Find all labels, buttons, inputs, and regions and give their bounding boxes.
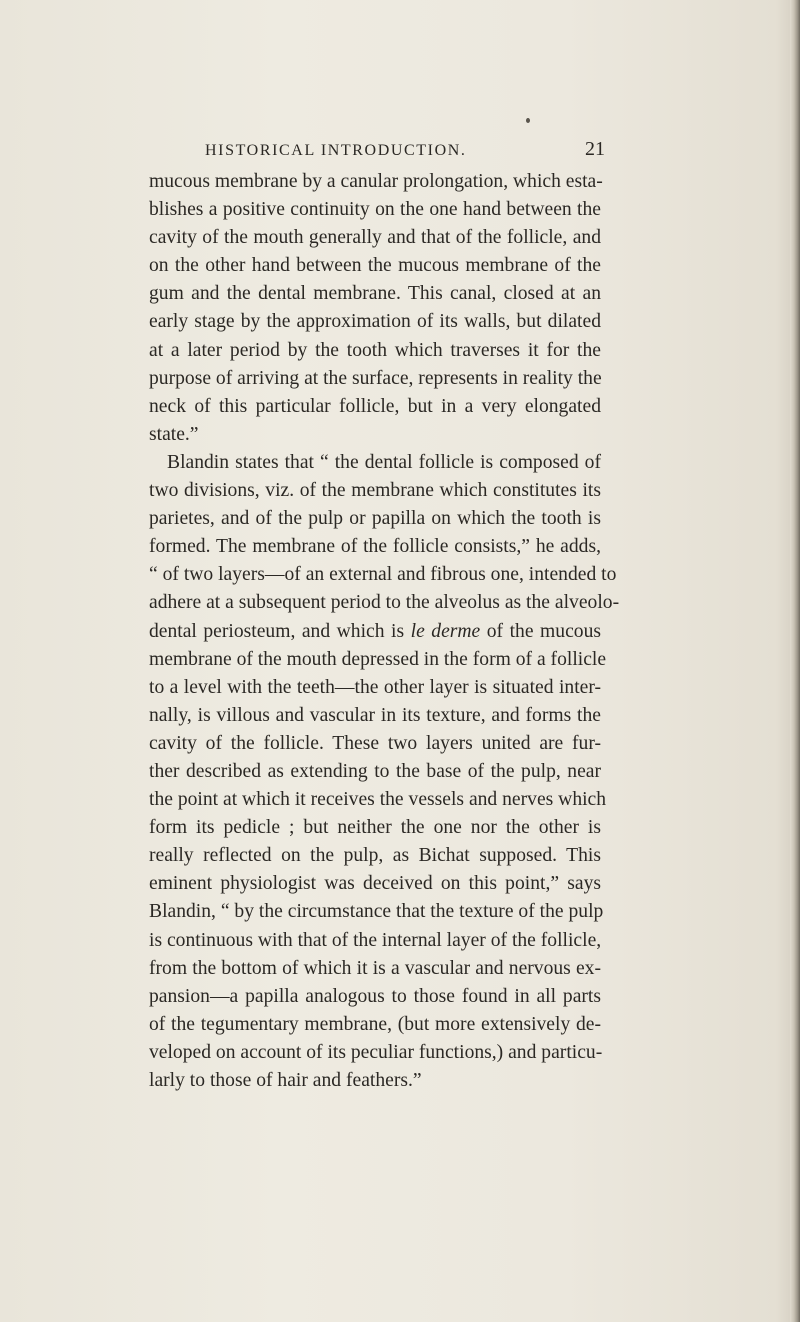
text-line xyxy=(149,730,601,758)
text-line xyxy=(149,870,601,898)
text-line xyxy=(149,224,601,252)
text-line xyxy=(149,646,607,674)
line-text: really reflected on the pulp, as Bichat supposed. This xyxy=(149,845,601,867)
line-text: on the other hand between the mucous membrane of the xyxy=(149,255,601,277)
text-line xyxy=(149,618,601,646)
text-line xyxy=(149,758,601,786)
page-header xyxy=(205,140,605,166)
text-line xyxy=(149,842,601,870)
line-text: the point at which it receives the vessels and nerves which xyxy=(149,789,607,811)
line-text: from the bottom of which it is a vascular and nervous ex- xyxy=(149,957,601,979)
ink-speck xyxy=(526,118,530,123)
line-text: neck of this particular follicle, but in a very elongated xyxy=(149,395,601,417)
text-line xyxy=(149,814,601,842)
text-line xyxy=(149,1067,601,1095)
line-text: early stage by the approximation of its walls, but dilated xyxy=(149,311,601,333)
text-line xyxy=(149,589,620,617)
running-head: HISTORICAL INTRODUCTION. xyxy=(205,142,467,159)
line-text: “ of two layers—of an external and fibrous one, intended to xyxy=(149,564,617,586)
text-line xyxy=(149,533,601,561)
line-text: Blandin states that “ the dental follicle is composed of xyxy=(167,451,601,473)
line-text: pansion—a papilla analogous to those found in all parts xyxy=(149,985,601,1007)
line-text: membrane of the mouth depressed in the form of a follicle xyxy=(149,648,607,670)
text-line xyxy=(149,477,601,505)
text-line xyxy=(149,280,601,308)
text-line xyxy=(149,196,601,224)
line-text: to a level with the teeth—the other layer is situated inter- xyxy=(149,676,601,698)
text-line xyxy=(149,365,601,393)
line-text: blishes a positive continuity on the one hand between the xyxy=(149,199,601,221)
line-text: larly to those of hair and feathers.” xyxy=(149,1070,422,1091)
page-number: 21 xyxy=(585,138,605,160)
line-text: cavity of the mouth generally and that of the follicle, and xyxy=(149,227,601,249)
text-line xyxy=(149,1039,601,1067)
text-line xyxy=(149,421,601,449)
line-text: purpose of arriving at the surface, represents in reality the xyxy=(149,367,602,389)
text-line xyxy=(149,308,601,336)
line-text: Blandin, “ by the circumstance that the texture of the pulp xyxy=(149,901,604,923)
line-text: nally, is villous and vascular in its texture, and forms the xyxy=(149,704,601,726)
line-text-continued: of the mucous xyxy=(480,620,601,642)
text-line xyxy=(149,449,601,477)
line-text: adhere at a subsequent period to the alveolus as the alveolo- xyxy=(149,592,620,614)
text-line xyxy=(149,1011,601,1039)
text-line xyxy=(149,561,617,589)
text-line xyxy=(149,702,601,730)
body-text xyxy=(149,168,620,1095)
line-text: parietes, and of the pulp or papilla on which the tooth is xyxy=(149,508,601,530)
text-line xyxy=(149,252,601,280)
text-line xyxy=(149,898,604,926)
line-text: form its pedicle ; but neither the one nor the other is xyxy=(149,817,601,839)
line-text: cavity of the follicle. These two layers united are fur- xyxy=(149,732,601,754)
line-text: gum and the dental membrane. This canal, closed at an xyxy=(149,283,601,305)
text-line xyxy=(149,786,607,814)
line-text: formed. The membrane of the follicle consists,” he adds, xyxy=(149,536,601,558)
text-line xyxy=(149,337,601,365)
line-text: mucous membrane by a canular prolongation, which esta- xyxy=(149,171,603,192)
italic-phrase: le derme xyxy=(410,620,481,642)
text-line xyxy=(149,505,601,533)
line-text: at a later period by the tooth which traverses it for the xyxy=(149,339,601,361)
line-text: of the tegumentary membrane, (but more extensively de- xyxy=(149,1013,601,1035)
line-text: is continuous with that of the internal layer of the follicle, xyxy=(149,929,602,951)
text-line xyxy=(149,674,601,702)
line-text: veloped on account of its peculiar functions,) and particu- xyxy=(149,1041,603,1063)
line-text: dental periosteum, and which is xyxy=(149,620,411,642)
line-text: state.” xyxy=(149,423,199,445)
line-text: ther described as extending to the base of the pulp, near xyxy=(149,760,601,782)
text-line xyxy=(149,168,601,196)
line-text: eminent physiologist was deceived on this point,” says xyxy=(149,873,601,895)
text-line xyxy=(149,955,601,983)
text-line xyxy=(149,927,601,955)
text-line xyxy=(149,393,601,421)
text-line xyxy=(149,983,601,1011)
page-edge xyxy=(790,0,800,1322)
line-text: two divisions, viz. of the membrane which constitutes its xyxy=(149,480,601,502)
